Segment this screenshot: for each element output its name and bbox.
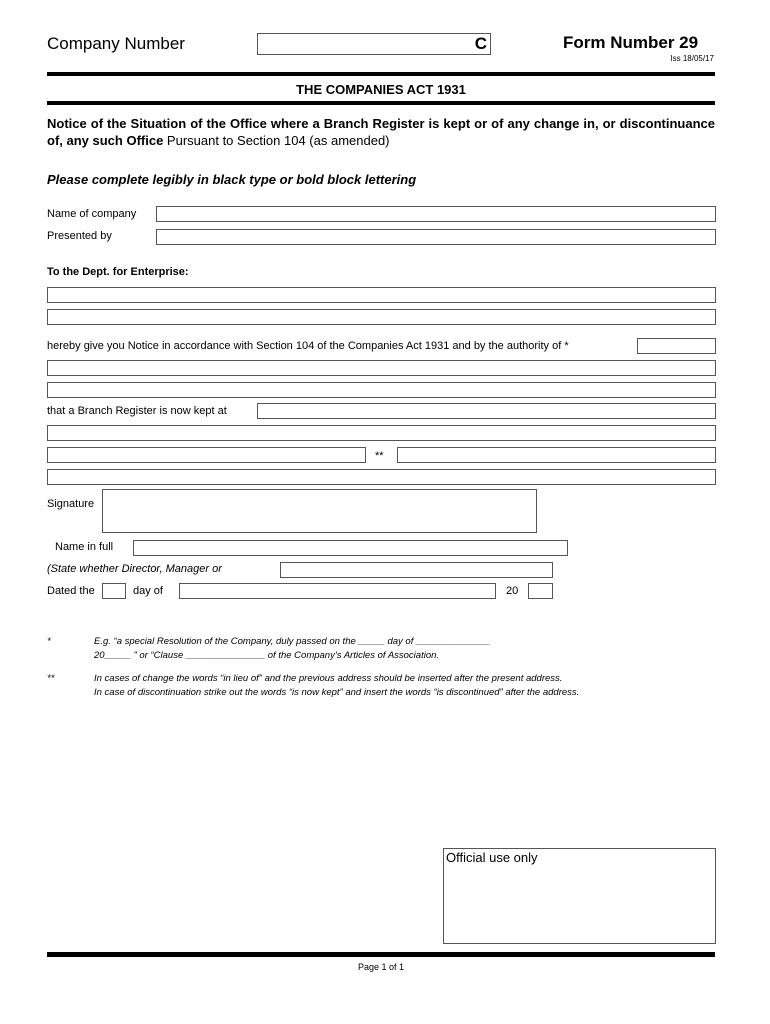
signature-label: Signature bbox=[47, 498, 95, 510]
to-dept-label: To the Dept. for Enterprise: bbox=[47, 266, 189, 278]
official-use-label: Official use only bbox=[446, 850, 538, 865]
notice-normal: Pursuant to Section 104 (as amended) bbox=[163, 133, 390, 148]
header-rule-bottom bbox=[47, 101, 715, 105]
branch-register-label: that a Branch Register is now kept at bbox=[47, 405, 227, 417]
page-number: Page 1 of 1 bbox=[357, 962, 405, 972]
branch-address-line-4[interactable] bbox=[47, 469, 716, 485]
presented-by-input[interactable] bbox=[156, 229, 716, 245]
header-rule-top bbox=[47, 72, 715, 76]
footnote-dstar-line-1: In cases of change the words “in lieu of” and the previous address should be inserted after the present address. bbox=[94, 673, 563, 684]
year-prefix-label: 20 bbox=[506, 585, 519, 597]
branch-address-line-3b[interactable] bbox=[397, 447, 716, 463]
authority-input[interactable] bbox=[637, 338, 716, 354]
year-input[interactable] bbox=[528, 583, 553, 599]
authority-line-2[interactable] bbox=[47, 382, 716, 398]
name-in-full-label: Name in full bbox=[55, 541, 114, 553]
branch-address-line-2[interactable] bbox=[47, 425, 716, 441]
issue-date: Iss 18/05/17 bbox=[670, 54, 714, 63]
instruction: Please complete legibly in black type or bold block lettering bbox=[47, 172, 417, 187]
form-number: Form Number 29 bbox=[563, 33, 699, 52]
name-of-company-label: Name of company bbox=[47, 208, 137, 220]
notice-bold: Notice of the Situation of the Office where a Branch Register is kept or of any change in, or discontinuance of, any such Office bbox=[47, 116, 715, 148]
footnote-dstar-marker: ** bbox=[47, 673, 55, 684]
act-title: THE COMPANIES ACT 1931 bbox=[296, 82, 466, 97]
hereby-text: hereby give you Notice in accordance with Section 104 of the Companies Act 1931 and by the authority of * bbox=[47, 340, 569, 352]
month-input[interactable] bbox=[179, 583, 496, 599]
company-number-input[interactable] bbox=[257, 33, 491, 55]
footnote-star-line-2: 20_____ ” or “Clause _______________ of the Company’s Articles of Association. bbox=[94, 650, 440, 661]
signature-input[interactable] bbox=[102, 489, 537, 533]
authority-line-1[interactable] bbox=[47, 360, 716, 376]
notice-text bbox=[47, 115, 715, 149]
position-input[interactable] bbox=[280, 562, 553, 578]
dept-address-line-1[interactable] bbox=[47, 287, 716, 303]
name-of-company-input[interactable] bbox=[156, 206, 716, 222]
dept-address-line-2[interactable] bbox=[47, 309, 716, 325]
company-number-prefix: C bbox=[474, 34, 487, 53]
footnote-star-line-1: E.g. “a special Resolution of the Company, duly passed on the _____ day of ______________ bbox=[94, 636, 490, 647]
name-in-full-input[interactable] bbox=[133, 540, 568, 556]
company-number-label: Company Number bbox=[47, 34, 185, 53]
official-use-box bbox=[443, 848, 716, 944]
footnote-dstar-line-2: In case of discontinuation strike out the words “is now kept” and insert the words “is discontinued” after the address. bbox=[94, 687, 580, 698]
state-whether-label: (State whether Director, Manager or bbox=[47, 563, 222, 575]
footer-rule bbox=[47, 952, 715, 957]
branch-address-input[interactable] bbox=[257, 403, 716, 419]
dated-the-label: Dated the bbox=[47, 585, 95, 597]
branch-address-line-3[interactable] bbox=[47, 447, 366, 463]
footnote-star-marker: * bbox=[47, 636, 51, 647]
presented-by-label: Presented by bbox=[47, 230, 112, 242]
double-star-marker: ** bbox=[375, 450, 384, 462]
day-of-label: day of bbox=[133, 585, 163, 597]
day-input[interactable] bbox=[102, 583, 126, 599]
